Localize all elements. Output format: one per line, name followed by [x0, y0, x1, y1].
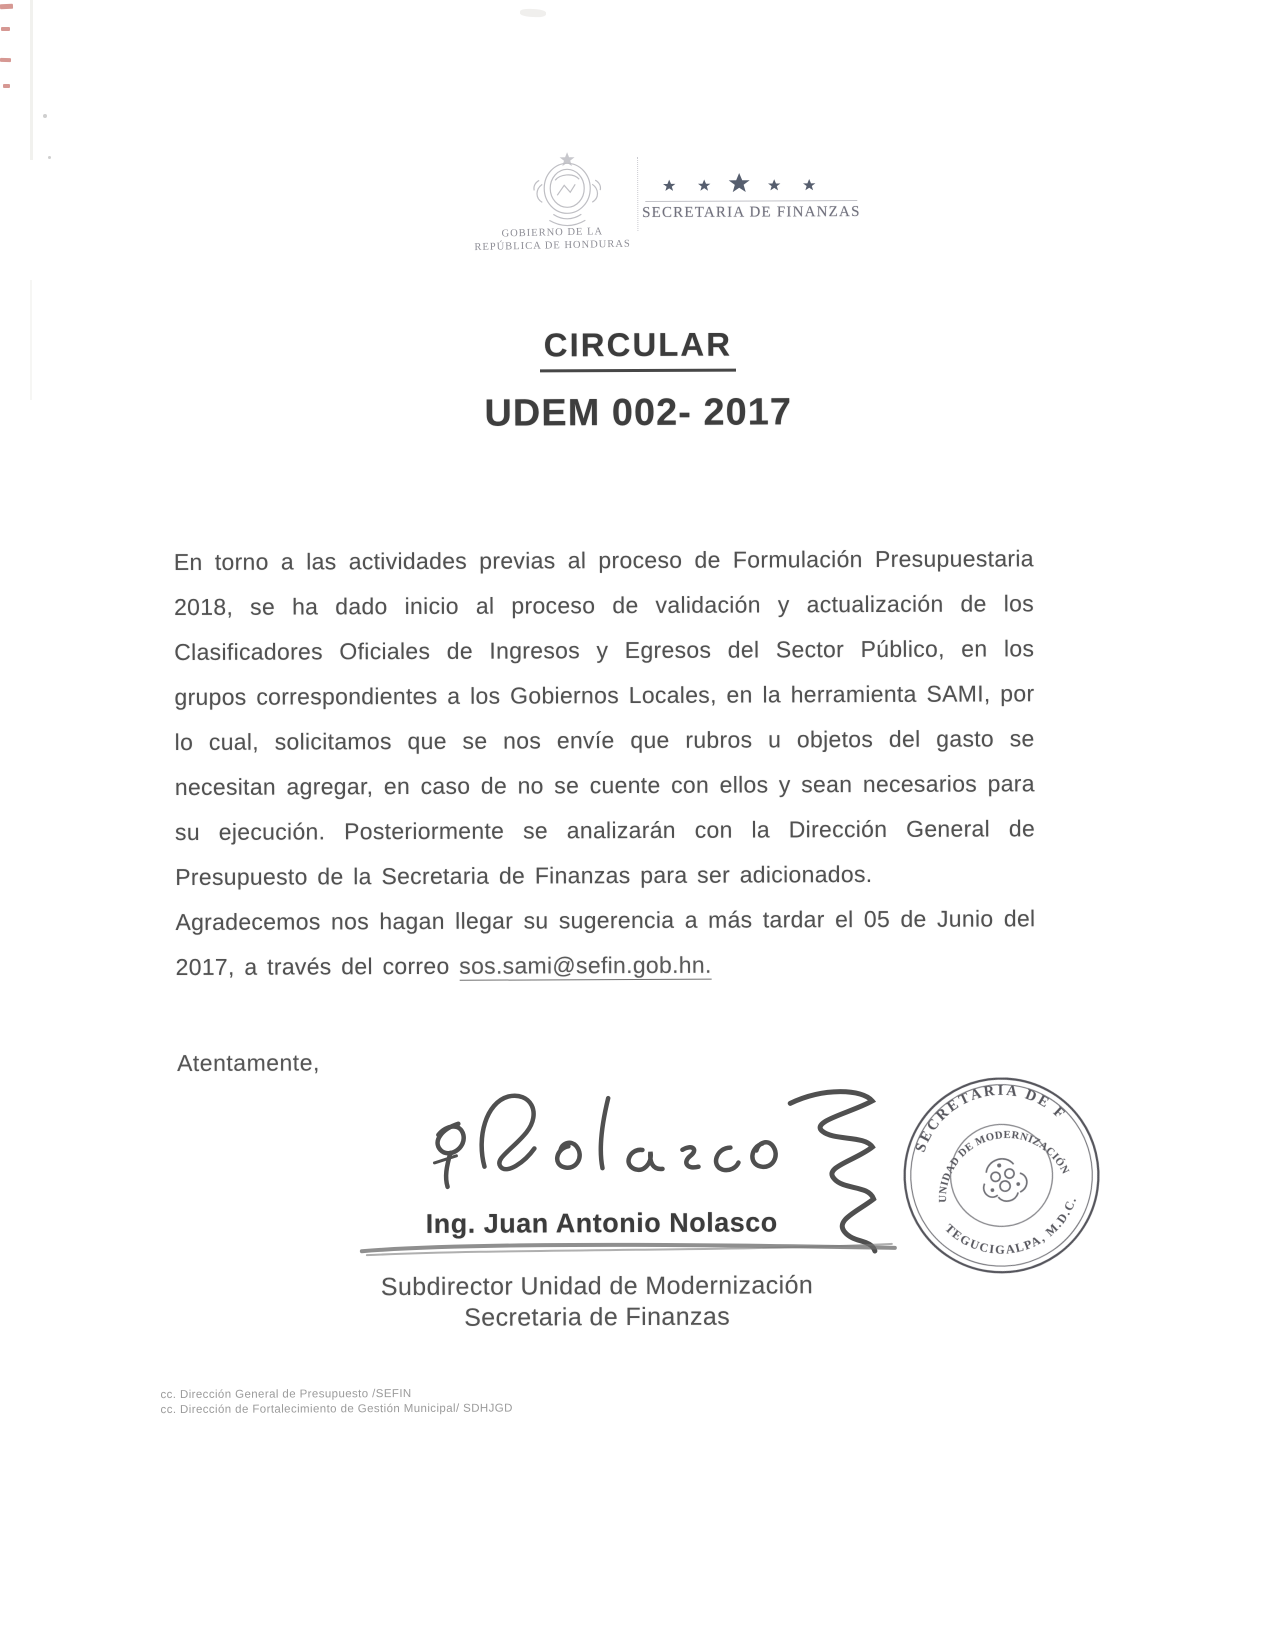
- gov-caption: [452, 224, 653, 254]
- stamp-seal-icon: [879, 1053, 1124, 1298]
- signer-title-line1: Subdirector Unidad de Modernización: [380, 1271, 814, 1302]
- svg-text:TEGUCIGALPA, M.D.C.: [940, 1191, 1088, 1270]
- stars-icon: [647, 167, 859, 200]
- gov-caption-line2: REPÚBLICA DE HONDURAS: [474, 238, 631, 254]
- official-stamp: [879, 1053, 1124, 1298]
- signer-title-line2: Secretaria de Finanzas: [464, 1302, 731, 1332]
- paragraph-2-text: Agradecemos nos hagan llegar su sugerencia a más tardar el 05 de Junio del 2017, a través del correo: [175, 905, 1036, 981]
- stamp-arc-outer: SECRETARIA DE F: [912, 1082, 1070, 1155]
- handwritten-signature-icon: [346, 1077, 907, 1279]
- email-link: sos.sami@sefin.gob.hn.: [459, 951, 712, 979]
- closing-salutation: Atentamente,: [176, 1049, 320, 1077]
- udem-reference: UDEM 002- 2017: [484, 391, 793, 435]
- body-paragraph-1: En torno a las actividades previas al proceso de Formulación Presupuestaria 2018, se ha dado inicio al proceso de validación y actualización de los Clasificadores Oficiales de Ingresos y Egresos del Sector Público, en los grupos correspondientes a los Gobiernos Locales, en la herramienta SAMI, por lo cual, solicitamos que se nos envíe que rubros u objetos del gasto se necesitan agregar, en caso de no se cuente con ellos y sean necesarios para su ejecución. Posteriormente se analizarán con la Dirección General de Presupuesto de la Secretaria de Finanzas para ser adicionados.: [173, 545, 1036, 891]
- cc-line: cc. Dirección General de Presupuesto /SEFIN: [160, 1387, 412, 1402]
- cc-line: cc. Dirección de Fortalecimiento de Gestión Municipal/ SDHJGD: [160, 1402, 513, 1417]
- sefin-rule: [645, 200, 857, 202]
- gov-caption-line1: GOBIERNO DE LA: [501, 226, 604, 240]
- body-paragraph-2: [175, 896, 1035, 990]
- honduras-coat-of-arms-icon: [527, 148, 607, 230]
- sefin-name: SECRETARIA DE FINANZAS: [642, 204, 861, 221]
- stamp-center-emblem-icon: [978, 1154, 1031, 1206]
- stamp-arc-bottom: TEGUCIGALPA, M.D.C.: [942, 1194, 1080, 1257]
- signer-name: Ing. Juan Antonio Nolasco: [425, 1207, 778, 1239]
- stamp-arc-middle: UNIDAD DE MODERNIZACIÓN: [936, 1128, 1072, 1203]
- circular-title: CIRCULAR: [540, 326, 737, 373]
